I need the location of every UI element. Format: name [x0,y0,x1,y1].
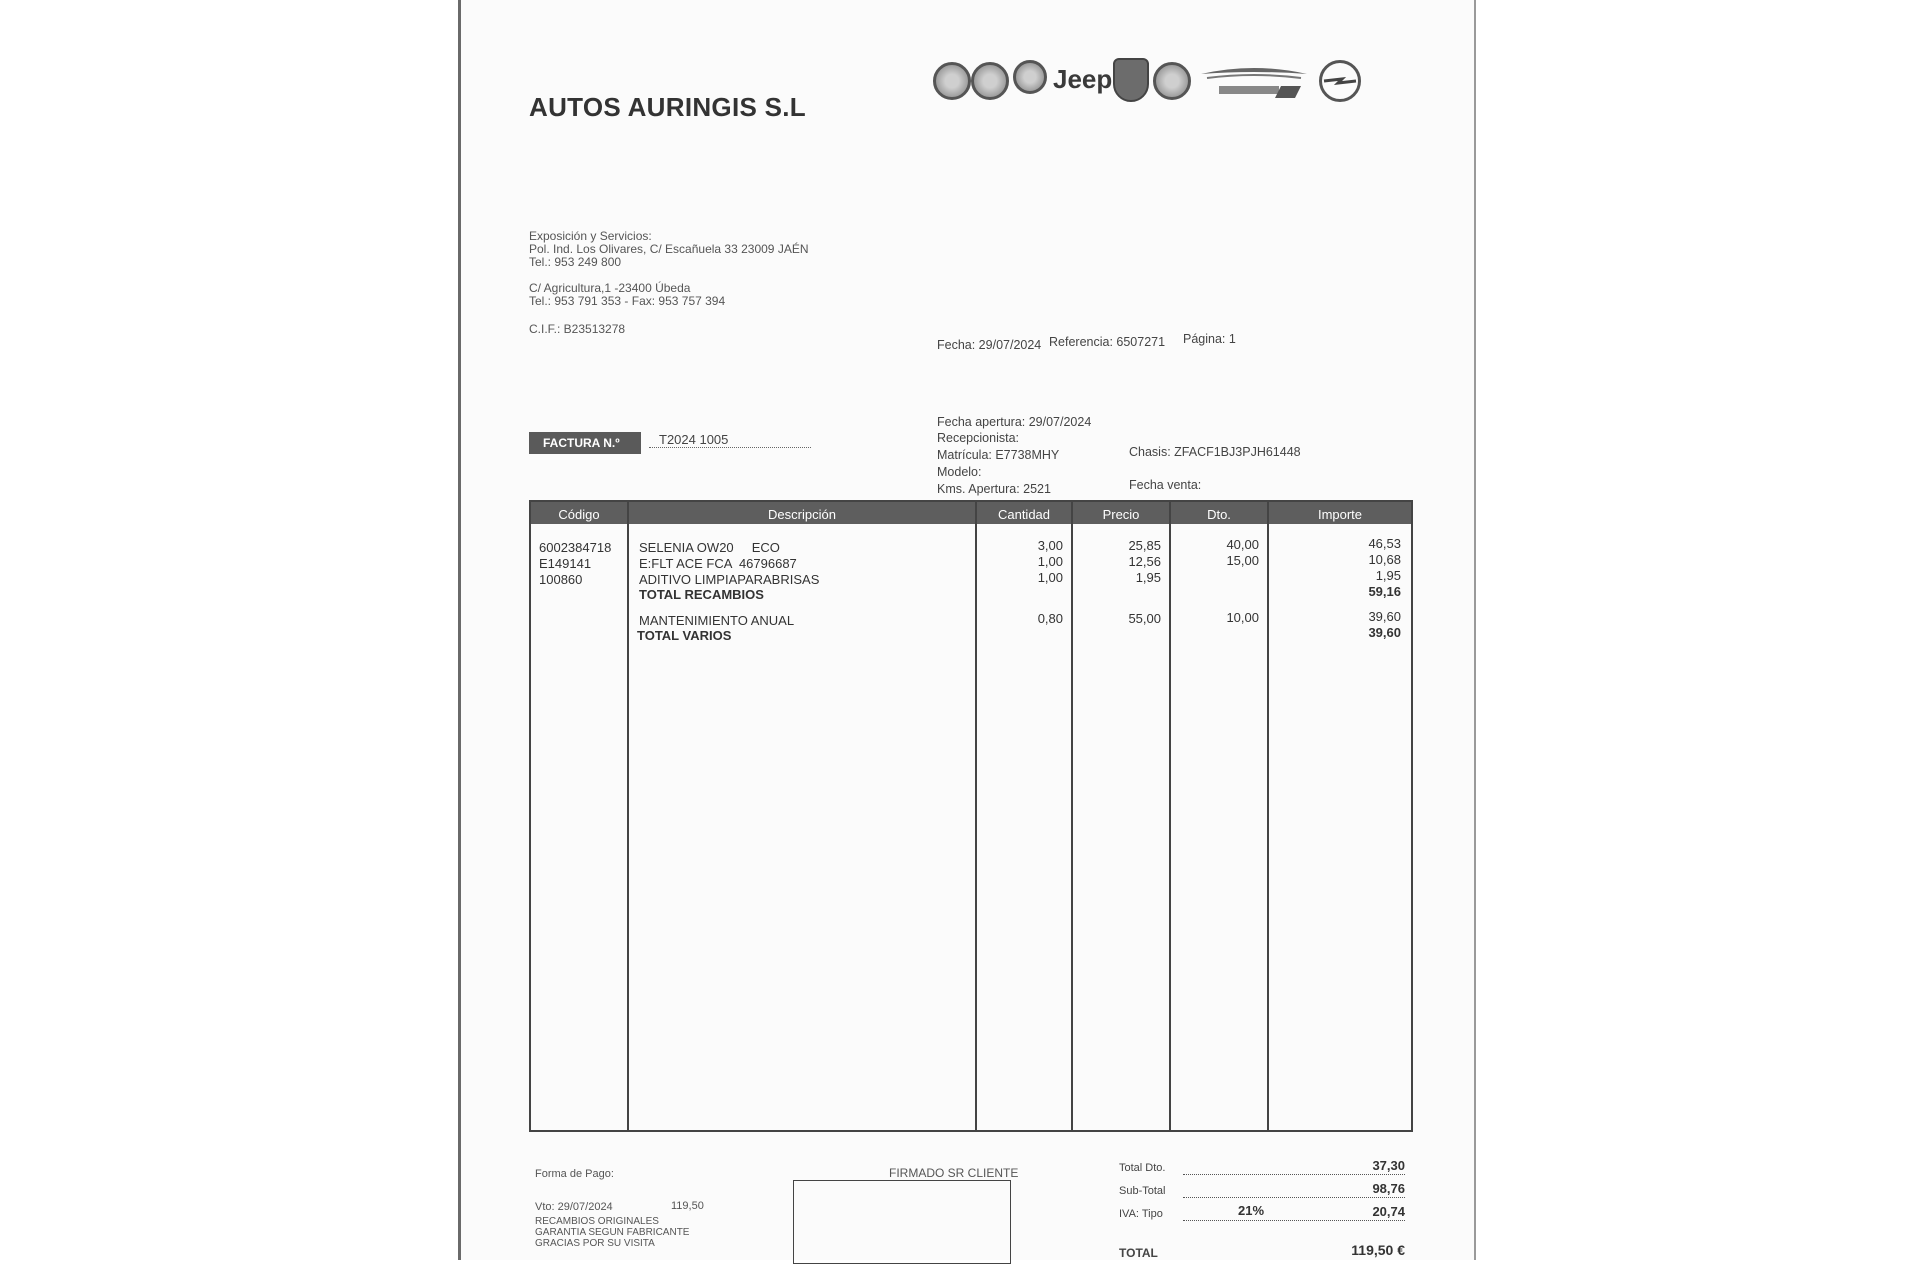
fiat-professional-logo-icon [1013,60,1047,94]
firmado-label: FIRMADO SR CLIENTE [889,1166,1019,1180]
total-label: TOTAL [1119,1246,1158,1260]
cif: C.I.F.: B23513278 [529,322,626,336]
iva-label: IVA: Tipo [1119,1208,1163,1220]
col-descripcion: Descripción [629,502,975,524]
cell-descripcion: MANTENIMIENTO ANUAL [639,613,795,628]
footer-notes [535,1216,689,1249]
total-recambios-label: TOTAL RECAMBIOS [639,587,764,602]
cell-codigo: 6002384718 [539,540,612,555]
referencia: Referencia: 6507271 [1049,335,1166,349]
forma-pago: Forma de Pago: [535,1168,614,1180]
subtotal-value: 98,76 [1372,1181,1405,1196]
jeep-logo: Jeep [1053,64,1113,94]
factura-label: FACTURA N.º [529,432,641,454]
cell-importe: 46,53 [1368,536,1401,551]
alfa-romeo-logo-icon [933,62,971,100]
invoice-page [458,0,1476,1260]
note-line: GRACIAS POR SU VISITA [535,1238,655,1249]
dotted-leader [1183,1174,1405,1175]
fecha-apertura: Fecha apertura: 29/07/2024 [937,415,1092,429]
modelo: Modelo: [937,465,982,479]
col-codigo: Código [531,502,627,524]
company-name: AUTOS AURINGIS S.L [529,92,806,122]
fiat-logo-icon [971,62,1009,100]
col-cantidad: Cantidad [977,502,1071,524]
fecha: Fecha: 29/07/2024 [937,338,1042,352]
dotted-leader [1183,1197,1405,1198]
chrysler-dodge-logo-icon [1199,60,1309,102]
cell-dto: 40,00 [1226,537,1259,552]
factura-number: T2024 1005 [649,432,811,448]
cell-descripcion: ADITIVO LIMPIAPARABRISAS [639,572,820,587]
column-divider [1071,502,1073,1130]
pagina: Página: 1 [1183,332,1236,346]
recepcionista: Recepcionista: [937,431,1019,445]
cell-importe: 1,95 [1375,568,1401,583]
cell-cantidad: 1,00 [1037,570,1063,585]
column-divider [1169,502,1171,1130]
signature-box [793,1180,1011,1264]
note-line: GARANTIA SEGUN FABRICANTE [535,1227,690,1238]
cell-cantidad: 3,00 [1037,538,1063,553]
column-divider [975,502,977,1130]
cell-precio: 1,95 [1135,570,1161,585]
lancia-logo-icon [1153,62,1191,100]
total-value: 119,50 € [1351,1242,1405,1258]
address-line: Tel.: 953 791 353 - Fax: 953 757 394 [529,294,726,308]
cell-codigo: 100860 [539,572,583,587]
cell-descripcion: E:FLT ACE FCA 46796687 [639,556,797,571]
address-line: C/ Agricultura,1 -23400 Úbeda [529,281,691,295]
fecha-venta: Fecha venta: [1129,478,1202,492]
cell-descripcion: SELENIA OW20 ECO [639,540,780,555]
table-header [531,502,1411,524]
cell-codigo: E149141 [539,556,592,571]
address-line: Pol. Ind. Los Olivares, C/ Escañuela 33 23009 JAÉN [529,242,809,256]
vencimiento-amount: 119,50 [671,1200,704,1212]
total-dto-label: Total Dto. [1119,1162,1166,1174]
total-varios-value: 39,60 [1368,625,1401,640]
subtotal-label: Sub-Total [1119,1185,1166,1197]
abarth-logo-icon [1113,58,1149,102]
vencimiento: Vto: 29/07/2024 [535,1201,613,1213]
cell-importe: 39,60 [1368,609,1401,624]
cell-dto: 15,00 [1226,553,1259,568]
kms-apertura: Kms. Apertura: 2521 [937,482,1051,496]
cell-cantidad: 1,00 [1037,554,1063,569]
opel-logo-icon [1319,60,1361,102]
items-table [529,500,1413,1132]
col-dto: Dto. [1171,502,1267,524]
note-line: RECAMBIOS ORIGINALES [535,1216,659,1227]
iva-rate: 21% [1237,1203,1265,1218]
iva-amount: 20,74 [1372,1204,1405,1219]
address-block-1 [529,230,809,269]
dotted-leader [1183,1220,1405,1221]
total-dto-value: 37,30 [1372,1158,1405,1173]
total-varios-label: TOTAL VARIOS [637,628,732,643]
column-divider [627,502,629,1130]
cell-cantidad: 0,80 [1037,611,1063,626]
col-precio: Precio [1073,502,1169,524]
chasis: Chasis: ZFACF1BJ3PJH61448 [1129,445,1301,459]
cell-dto: 10,00 [1226,610,1259,625]
col-importe: Importe [1269,502,1411,524]
cell-importe: 10,68 [1368,552,1401,567]
address-block-2 [529,282,725,308]
cell-precio: 12,56 [1128,554,1161,569]
address-line: Exposición y Servicios: [529,229,652,243]
matricula: Matrícula: E7738MHY [937,448,1060,462]
cell-precio: 55,00 [1128,611,1161,626]
total-recambios-value: 59,16 [1368,584,1401,599]
brand-logos [933,56,1413,108]
address-line: Tel.: 953 249 800 [529,255,622,269]
cell-precio: 25,85 [1128,538,1161,553]
